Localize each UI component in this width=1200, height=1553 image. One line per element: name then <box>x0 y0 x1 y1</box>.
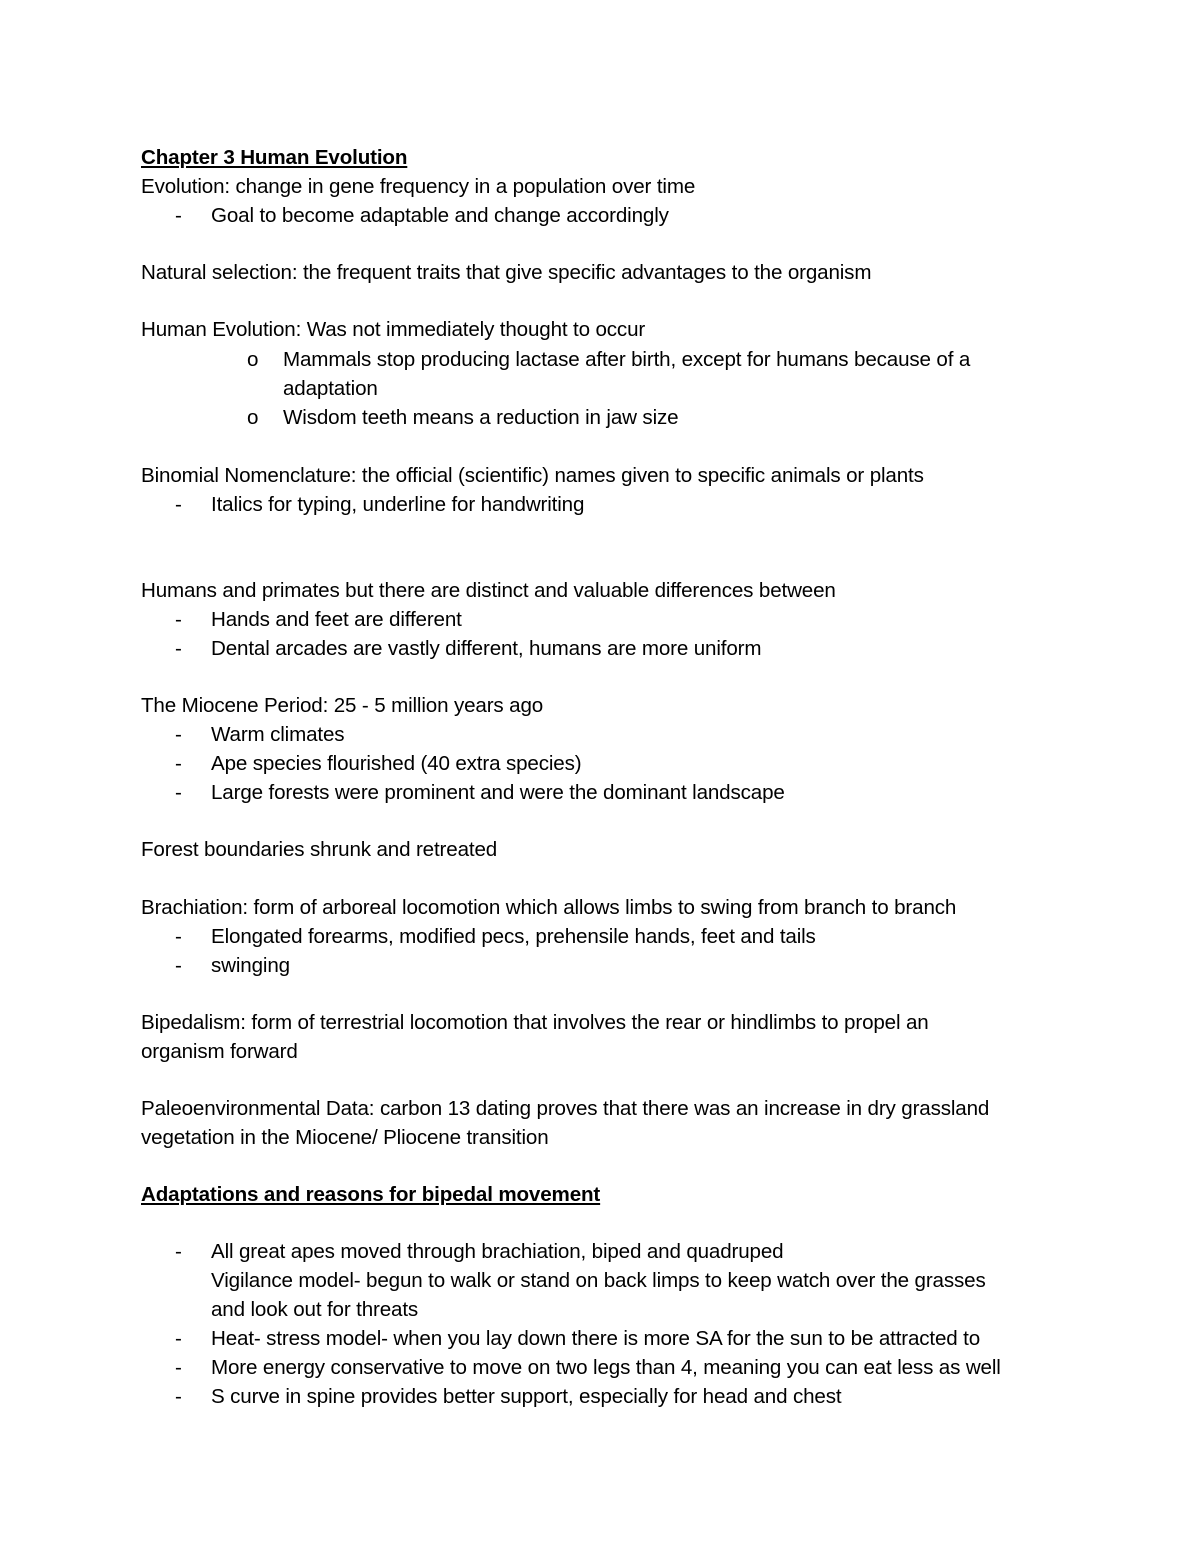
dash-bullet: - <box>175 1356 182 1379</box>
human-evolution-item: Wisdom teeth means a reduction in jaw size <box>283 406 679 429</box>
human-evolution-item: Mammals stop producing lactase after birth, except for humans because of a <box>283 348 971 371</box>
bipedalism-definition-continued: organism forward <box>141 1040 298 1063</box>
natural-selection-definition: Natural selection: the frequent traits that give specific advantages to the organism <box>141 261 872 284</box>
dash-bullet: - <box>175 954 182 977</box>
human-evolution-heading: Human Evolution: Was not immediately thought to occur <box>141 318 646 341</box>
paleoenvironmental-data-continued: vegetation in the Miocene/ Pliocene transition <box>141 1126 549 1149</box>
dash-bullet: - <box>175 1327 182 1350</box>
bipedalism-definition: Bipedalism: form of terrestrial locomotion that involves the rear or hindlimbs to propel an <box>141 1011 929 1034</box>
evolution-item: Goal to become adaptable and change accordingly <box>211 204 669 227</box>
miocene-item: Large forests were prominent and were the dominant landscape <box>211 781 785 804</box>
miocene-item: Warm climates <box>211 723 345 746</box>
adaptations-heading: Adaptations and reasons for bipedal movement <box>141 1183 601 1206</box>
dash-bullet: - <box>175 204 182 227</box>
binomial-item: Italics for typing, underline for handwriting <box>211 493 585 516</box>
humans-primates-heading: Humans and primates but there are distinct and valuable differences between <box>141 579 836 602</box>
human-evolution-item-continued: adaptation <box>283 377 378 400</box>
brachiation-item: Elongated forearms, modified pecs, prehensile hands, feet and tails <box>211 925 816 948</box>
circle-bullet: o <box>247 348 259 371</box>
dash-bullet: - <box>175 723 182 746</box>
brachiation-item: swinging <box>211 954 290 977</box>
dash-bullet: - <box>175 925 182 948</box>
adaptations-item-continued: Vigilance model- begun to walk or stand on back limps to keep watch over the grasses <box>211 1269 986 1292</box>
dash-bullet: - <box>175 752 182 775</box>
forest-note: Forest boundaries shrunk and retreated <box>141 838 498 861</box>
adaptations-item: More energy conservative to move on two legs than 4, meaning you can eat less as well <box>211 1356 1001 1379</box>
paleoenvironmental-data: Paleoenvironmental Data: carbon 13 dating proves that there was an increase in dry grassland <box>141 1097 990 1120</box>
dash-bullet: - <box>175 1385 182 1408</box>
adaptations-item: S curve in spine provides better support, especially for head and chest <box>211 1385 842 1408</box>
miocene-heading: The Miocene Period: 25 - 5 million years ago <box>141 694 544 717</box>
dash-bullet: - <box>175 781 182 804</box>
brachiation-definition: Brachiation: form of arboreal locomotion which allows limbs to swing from branch to branch <box>141 896 957 919</box>
miocene-item: Ape species flourished (40 extra species) <box>211 752 582 775</box>
dash-bullet: - <box>175 637 182 660</box>
dash-bullet: - <box>175 1240 182 1263</box>
adaptations-item: All great apes moved through brachiation, biped and quadruped <box>211 1240 784 1263</box>
adaptations-item-continued: and look out for threats <box>211 1298 419 1321</box>
dash-bullet: - <box>175 493 182 516</box>
adaptations-item: Heat- stress model- when you lay down there is more SA for the sun to be attracted to <box>211 1327 981 1350</box>
evolution-definition: Evolution: change in gene frequency in a population over time <box>141 175 696 198</box>
dash-bullet: - <box>175 608 182 631</box>
humans-primates-item: Dental arcades are vastly different, humans are more uniform <box>211 637 762 660</box>
page-title: Chapter 3 Human Evolution <box>141 146 408 169</box>
circle-bullet: o <box>247 406 259 429</box>
binomial-nomenclature-definition: Binomial Nomenclature: the official (scientific) names given to specific animals or plants <box>141 464 924 487</box>
humans-primates-item: Hands and feet are different <box>211 608 462 631</box>
